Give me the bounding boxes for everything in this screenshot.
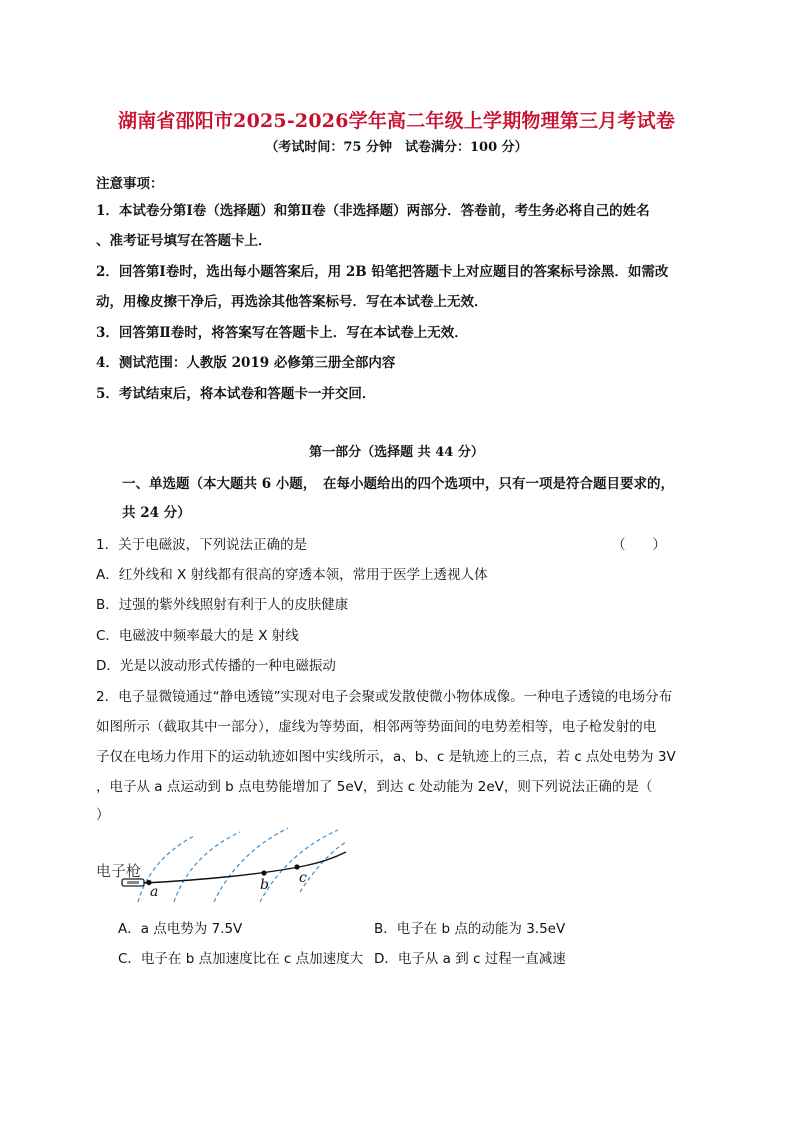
section-heading-line-2: 共 24 分） [122, 505, 191, 521]
question-2-line-4: ，电子从 a 点运动到 b 点电势能增加了 5eV，到达 c 处动能为 2eV，则下列说法正确的是（ [96, 779, 653, 795]
exam-subtitle: （考试时间：75 分钟 试卷满分：100 分） [265, 140, 528, 155]
note-item-1-line-2: 、准考证号填写在答题卡上． [96, 233, 272, 249]
note-item-4: 4．测试范围：人教版 2019 必修第三册全部内容 [96, 355, 396, 371]
question-1-option-b[interactable]: B．过强的紫外线照射有利于人的皮肤健康 [96, 597, 349, 613]
question-1-option-a[interactable]: A．红外线和 X 射线都有很高的穿透本领，常用于医学上透视人体 [96, 567, 488, 583]
question-2-line-3: 子仅在电场力作用下的运动轨迹如图中实线所示，a、b、c 是轨迹上的三点，若 c 点处电势为 3V [96, 749, 676, 765]
equipotential-line-1 [138, 836, 194, 902]
section-heading-line-1: 一、单选题（本大题共 6 小题， 在每小题给出的四个选项中，只有一项是符合题目要求的， [122, 476, 675, 492]
question-1-answer-bracket: （ ） [612, 537, 666, 553]
question-2-option-a[interactable]: A．a 点电势为 7.5V [118, 921, 243, 937]
note-item-2-line-2: 动，用橡皮擦干净后，再选涂其他答案标号．写在本试卷上无效． [96, 294, 488, 310]
point-b-marker [261, 870, 266, 875]
note-item-5: 5．考试结束后，将本试卷和答题卡一并交回． [96, 386, 376, 402]
point-a-label: a [150, 884, 159, 900]
question-2-option-d[interactable]: D．电子从 a 到 c 过程一直减速 [374, 951, 566, 967]
electron-lens-diagram [94, 822, 364, 902]
question-2-line-1: 2．电子显微镜通过“静电透镜”实现对电子会聚或发散使微小物体成像。一种电子透镜的电场分布 [96, 689, 673, 705]
electron-trajectory [144, 852, 346, 883]
note-item-2-line-1: 2．回答第Ⅰ卷时，选出每小题答案后，用 2B 铅笔把答题卡上对应题目的答案标号涂黑．如需改 [96, 264, 669, 280]
question-1-stem: 1．关于电磁波，下列说法正确的是 [96, 537, 308, 553]
note-item-3: 3．回答第Ⅱ卷时，将答案写在答题卡上．写在本试卷上无效． [96, 325, 468, 341]
equipotential-line-3 [214, 828, 288, 902]
question-2-option-b[interactable]: B．电子在 b 点的动能为 3.5eV [374, 921, 566, 937]
question-2-line-2: 如图所示（截取其中一部分），虚线为等势面，相邻两等势面间的电势差相等，电子枪发射的电 [96, 719, 657, 735]
electron-gun-label: 电子枪 [96, 862, 142, 880]
question-1-option-d[interactable]: D．光是以波动形式传播的一种电磁振动 [96, 658, 336, 674]
question-2-line-5: ） [96, 807, 110, 823]
point-c-label: c [299, 870, 307, 886]
exam-title: 湖南省邵阳市2025-2026学年高二年级上学期物理第三月考试卷 [117, 110, 676, 132]
part1-heading: 第一部分（选择题 共 44 分） [309, 445, 484, 460]
point-b-label: b [260, 877, 269, 893]
question-2-option-c[interactable]: C．电子在 b 点加速度比在 c 点加速度大 [118, 951, 364, 967]
question-1-option-c[interactable]: C．电磁波中频率最大的是 X 射线 [96, 628, 299, 644]
equipotential-line-5 [300, 842, 346, 892]
note-item-1-line-1: 1．本试卷分第Ⅰ卷（选择题）和第Ⅱ卷（非选择题）两部分．答卷前，考生务必将自己的姓名 [96, 203, 650, 219]
notes-heading: 注意事项： [96, 176, 164, 192]
point-c-marker [294, 864, 299, 869]
